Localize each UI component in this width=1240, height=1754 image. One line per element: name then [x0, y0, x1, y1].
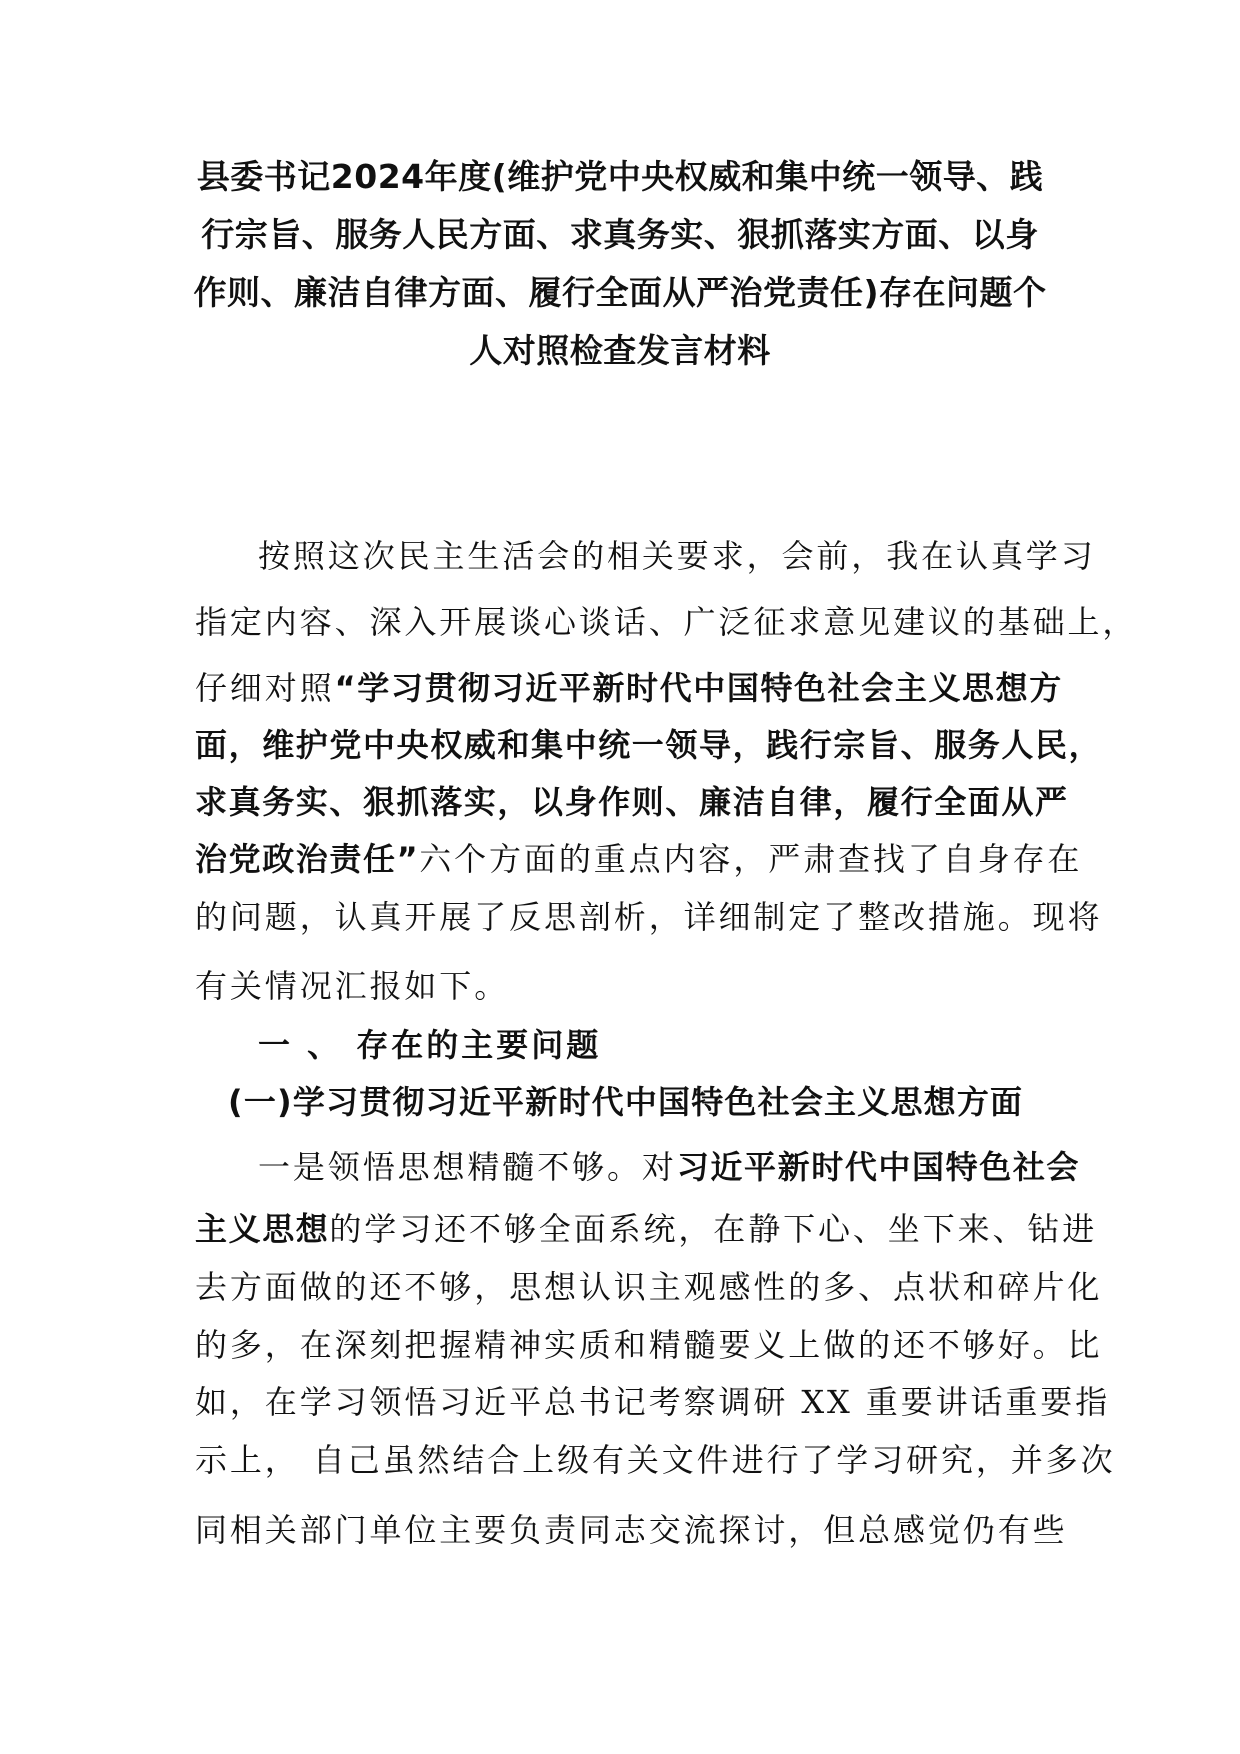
plain-text: 一是领悟思想精髓不够。对: [258, 1148, 677, 1186]
paragraph-line: 去方面做的还不够，思想认识主观感性的多、点状和碎片化: [195, 1268, 1103, 1306]
paragraph-line: 有关情况汇报如下。: [195, 967, 510, 1005]
paragraph-line: 指定内容、深入开展谈心谈话、广泛征求意见建议的基础上，: [195, 603, 1138, 641]
plain-text: 的学习还不够全面系统，在静下心、坐下来、钻进: [329, 1210, 1098, 1248]
paragraph-line: [195, 839, 1082, 879]
paragraph-line: 的多，在深刻把握精神实质和精髓要义上做的还不够好。比: [195, 1326, 1103, 1364]
paragraph-line: [258, 1147, 1080, 1187]
paragraph-line-bold: 求真务实、狠抓落实，以身作则、廉洁自律，履行全面从严: [195, 783, 1069, 821]
bold-text: 治党政治责任”: [195, 840, 420, 878]
bold-text: “学习贯彻习近平新时代中国特色社会主义思想方: [334, 669, 1063, 707]
paragraph-line-bold: 面，维护党中央权威和集中统一领导，践行宗旨、服务人民，: [195, 726, 1103, 764]
plain-text: 六个方面的重点内容，严肃查找了自身存在: [419, 840, 1083, 878]
document-title: [185, 148, 1055, 380]
paragraph-line: 示上， 自己虽然结合上级有关文件进行了学习研究，并多次: [195, 1441, 1116, 1479]
paragraph-line: 同相关部门单位主要负责同志交流探讨，但总感觉仍有些: [195, 1511, 1068, 1549]
plain-text: 仔细对照: [195, 669, 335, 707]
bold-text: 主义思想: [195, 1210, 330, 1248]
paragraph-line: 按照这次民主生活会的相关要求，会前，我在认真学习: [258, 537, 1096, 575]
title-line: 人对照检查发言材料: [469, 331, 771, 370]
bold-text: 习近平新时代中国特色社会: [676, 1148, 1081, 1186]
paragraph-line: 如，在学习领悟习近平总书记考察调研 XX 重要讲话重要指: [195, 1383, 1111, 1421]
paragraph-line: [195, 668, 1063, 708]
title-line: 行宗旨、服务人民方面、求真务实、狠抓落实方面、以身: [201, 215, 1039, 254]
title-line: 作则、廉洁自律方面、履行全面从严治党责任)存在问题个: [193, 273, 1047, 312]
section-heading: 一 、 存在的主要问题: [258, 1026, 602, 1064]
title-line: 县委书记2024年度(维护党中央权威和集中统一领导、践: [196, 157, 1044, 196]
paragraph-line: 的问题，认真开展了反思剖析，详细制定了整改措施。现将: [195, 898, 1103, 936]
paragraph-line: [195, 1209, 1097, 1249]
subsection-heading: (一)学习贯彻习近平新时代中国特色社会主义思想方面: [228, 1083, 1024, 1121]
